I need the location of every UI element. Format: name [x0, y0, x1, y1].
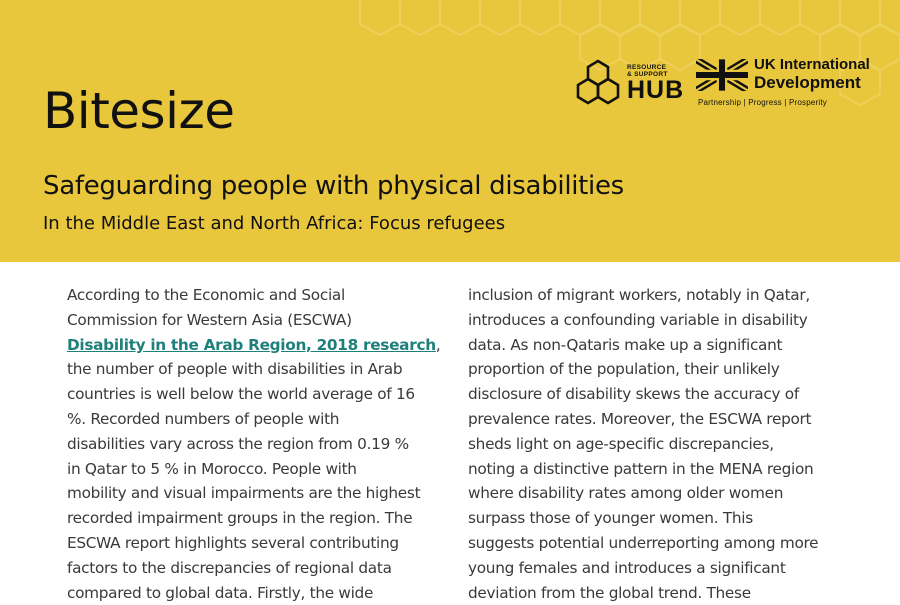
- uk-id-line-1: UK International: [754, 56, 870, 73]
- text-line: countries is well below the world average of 16: [67, 385, 415, 404]
- text-line: noting a distinctive pattern in the MENA region: [468, 459, 814, 478]
- text-line: sheds light on age-specific discrepancies,: [468, 434, 774, 453]
- page-sub-subtitle: In the Middle East and North Africa: Focus refugees: [43, 213, 506, 234]
- union-flag-icon: [696, 59, 748, 91]
- hub-logo-text: HUB: [627, 76, 685, 104]
- text-line: [67, 333, 457, 358]
- header-banner: [0, 0, 900, 262]
- text-line: the number of people with disabilities in Arab: [67, 360, 403, 379]
- text-line: ESCWA report highlights several contributing: [67, 533, 399, 552]
- uk-id-tagline: Partnership | Progress | Prosperity: [698, 98, 827, 107]
- body-column-right: [468, 283, 868, 605]
- text-line: proportion of the population, their unlikely: [468, 360, 780, 379]
- text-line: disclosure of disability skews the accuracy of: [468, 385, 799, 404]
- text-line: suggests potential underreporting among more: [468, 533, 819, 552]
- text-line: recorded impairment groups in the region. The: [67, 509, 413, 528]
- resource-support-hub-logo: [575, 58, 684, 108]
- text-line: factors to the discrepancies of regional data: [67, 558, 392, 577]
- text-line: introduces a confounding variable in disability: [468, 310, 808, 329]
- body-column-left: [67, 283, 457, 605]
- page-title: Bitesize: [43, 82, 235, 140]
- text-line: inclusion of migrant workers, notably in Qatar,: [468, 286, 810, 304]
- text-line: prevalence rates. Moreover, the ESCWA report: [468, 409, 812, 428]
- uk-id-line-2: Development: [754, 73, 861, 92]
- uk-international-development-logo: [696, 56, 886, 112]
- text-line: Commission for Western Asia (ESCWA): [67, 310, 352, 329]
- link-trailing-comma: ,: [435, 335, 441, 354]
- text-line: %. Recorded numbers of people with: [67, 409, 340, 428]
- disability-arab-region-research-link[interactable]: Disability in the Arab Region, 2018 research: [67, 335, 436, 354]
- text-line: disabilities vary across the region from 0.19 %: [67, 434, 409, 453]
- text-line: deviation from the global trend. These: [468, 583, 751, 602]
- text-line: compared to global data. Firstly, the wide: [67, 583, 374, 602]
- text-line: data. As non-Qataris make up a significant: [468, 335, 783, 354]
- text-line: young females and introduces a significant: [468, 558, 786, 577]
- page-subtitle: Safeguarding people with physical disabilities: [43, 171, 624, 201]
- text-line: mobility and visual impairments are the highest: [67, 484, 421, 503]
- hub-logo-small-text-2: & SUPPORT: [627, 71, 668, 78]
- text-line: where disability rates among older women: [468, 484, 784, 503]
- text-line: in Qatar to 5 % in Morocco. People with: [67, 459, 357, 478]
- hub-logo-small-text-1: RESOURCE: [627, 64, 667, 71]
- text-line: According to the Economic and Social: [67, 286, 345, 304]
- text-line: surpass those of younger women. This: [468, 509, 753, 528]
- hexagon-cluster-icon: [575, 58, 621, 108]
